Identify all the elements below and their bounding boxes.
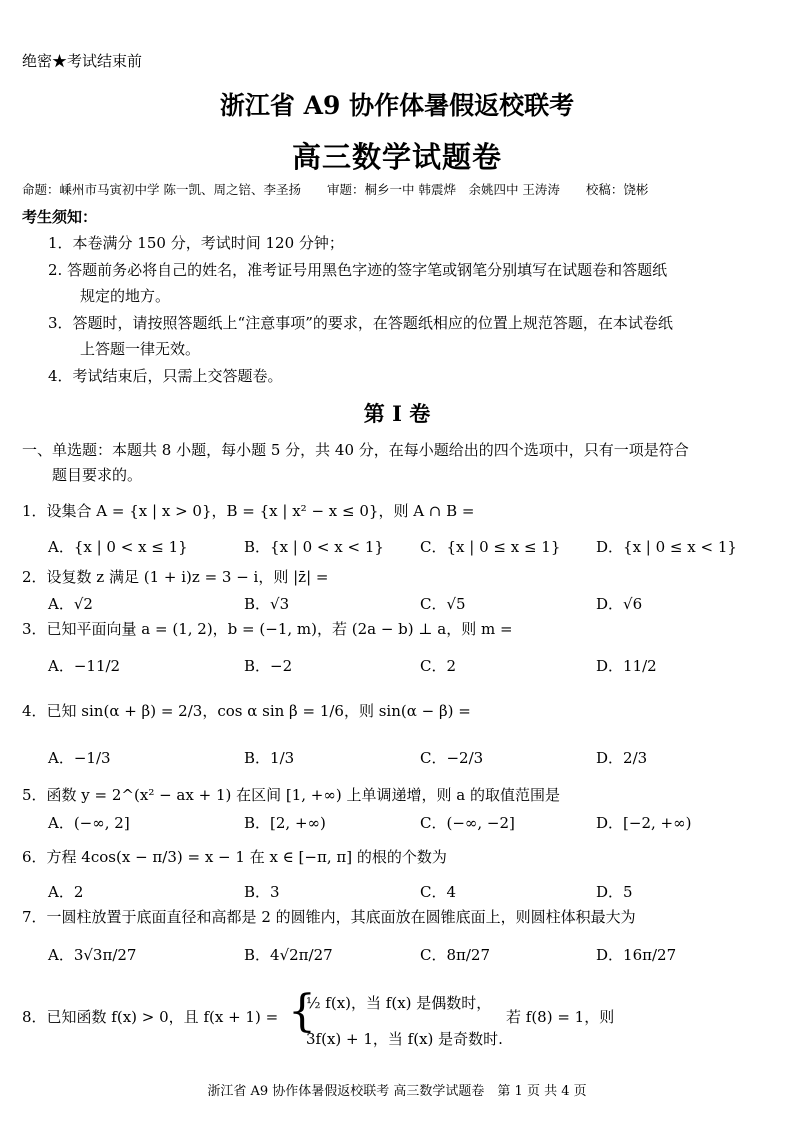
- question-2-option-b: B．√3: [244, 595, 290, 613]
- question-1-option-c: C．{x | 0 ≤ x ≤ 1}: [420, 538, 561, 556]
- credits-line: [22, 180, 670, 198]
- note-item: 上答题一律无效。: [80, 340, 201, 358]
- question-2-option-c: C．√5: [420, 595, 466, 613]
- note-item: 2. 答题前务必将自己的姓名，准考证号用黑色字迹的签字笔或钢笔分别填写在试题卷和答题纸: [48, 261, 668, 279]
- question-2-option-d: D．√6: [596, 595, 643, 613]
- question-2-option-a: A．√2: [48, 595, 93, 613]
- question-3-stem: 3．已知平面向量 a = (1, 2)，b = (−1, m)，若 (2a − b) ⊥ a，则 m =: [22, 620, 513, 638]
- paper-title: 高三数学试题卷: [291, 140, 502, 174]
- exam-title: 浙江省 A9 协作体暑假返校联考: [219, 91, 575, 120]
- page-footer: 浙江省 A9 协作体暑假返校联考 高三数学试题卷 第 1 页 共 4 页: [207, 1084, 587, 1099]
- question-6-option-d: D．5: [596, 883, 633, 901]
- note-item: 规定的地方。: [80, 287, 171, 305]
- question-8-tail: 若 f(8) = 1，则: [506, 1008, 615, 1026]
- question-1-option-a: A．{x | 0 < x ≤ 1}: [48, 538, 188, 556]
- question-3-option-d: D．11/2: [596, 657, 657, 675]
- question-6-option-a: A．2: [48, 883, 84, 901]
- question-3-option-a: A．−11/2: [48, 657, 121, 675]
- question-4-stem: 4．已知 sin(α + β) = 2/3，cos α sin β = 1/6，则 sin(α − β) =: [22, 702, 471, 720]
- question-1-option-b: B．{x | 0 < x < 1}: [244, 538, 384, 556]
- question-6-option-c: C．4: [420, 883, 457, 901]
- question-7-option-b: B．4√2π/27: [244, 946, 333, 964]
- question-6-option-b: B．3: [244, 883, 280, 901]
- question-8-stem: 8．已知函数 f(x) > 0，且 f(x + 1) =: [22, 1008, 279, 1026]
- note-item: 1．本卷满分 150 分，考试时间 120 分钟；: [48, 234, 344, 252]
- question-7-option-a: A．3√3π/27: [48, 946, 137, 964]
- question-5-stem: 5．函数 y = 2^(x² − ax + 1) 在区间 [1, +∞) 上单调递增，则 a 的取值范围是: [22, 786, 560, 804]
- note-item: 3．答题时，请按照答题纸上“注意事项”的要求，在答题纸相应的位置上规范答题，在本试卷纸: [48, 314, 673, 332]
- question-3-option-b: B．−2: [244, 657, 293, 675]
- question-1-option-d: D．{x | 0 ≤ x < 1}: [596, 538, 737, 556]
- piecewise-brace: {: [288, 986, 316, 1037]
- question-4-option-b: B．1/3: [244, 749, 295, 767]
- question-4-option-a: A．−1/3: [48, 749, 111, 767]
- question-4-option-c: C．−2/3: [420, 749, 484, 767]
- question-2-stem: 2．设复数 z 满足 (1 + i)z = 3 − i，则 |z̄| =: [22, 568, 329, 586]
- question-7-stem: 7．一圆柱放置于底面直径和高都是 2 的圆锥内，其底面放在圆锥底面上，则圆柱体积最大为: [22, 908, 636, 926]
- credit-author: 命题：嵊州市马寅初中学 陈一凯、周之锫、李圣扬: [22, 182, 301, 197]
- credit-proofreader: 校稿：饶彬: [585, 182, 649, 197]
- question-8-case-even: ½ f(x)，当 f(x) 是偶数时，: [306, 994, 492, 1012]
- question-8-case-odd: 3f(x) + 1，当 f(x) 是奇数时.: [306, 1030, 503, 1048]
- notes-title: 考生须知：: [22, 208, 98, 226]
- question-5-option-d: D．[−2, +∞): [596, 814, 692, 832]
- question-3-option-c: C．2: [420, 657, 457, 675]
- question-1-stem: 1．设集合 A = {x | x > 0}，B = {x | x² − x ≤ 0}，则 A ∩ B =: [22, 502, 475, 520]
- section-heading-cont: 题目要求的。: [52, 466, 143, 484]
- question-5-option-b: B．[2, +∞): [244, 814, 326, 832]
- question-4-option-d: D．2/3: [596, 749, 648, 767]
- question-5-option-c: C．(−∞, −2]: [420, 814, 515, 832]
- confidential-mark: 绝密★考试结束前: [22, 52, 143, 70]
- question-6-stem: 6．方程 4cos(x − π/3) = x − 1 在 x ∈ [−π, π] 的根的个数为: [22, 848, 447, 866]
- credit-reviewer: 审题：桐乡一中 韩震烨 余姚四中 王涛涛: [326, 182, 560, 197]
- note-item: 4．考试结束后，只需上交答题卷。: [48, 367, 283, 385]
- section-heading: 一、单选题：本题共 8 小题，每小题 5 分，共 40 分，在每小题给出的四个选项中，只有一项是符合: [22, 441, 689, 459]
- question-7-option-d: D．16π/27: [596, 946, 677, 964]
- question-5-option-a: A．(−∞, 2]: [48, 814, 130, 832]
- question-7-option-c: C．8π/27: [420, 946, 491, 964]
- volume-heading: 第 I 卷: [363, 401, 431, 426]
